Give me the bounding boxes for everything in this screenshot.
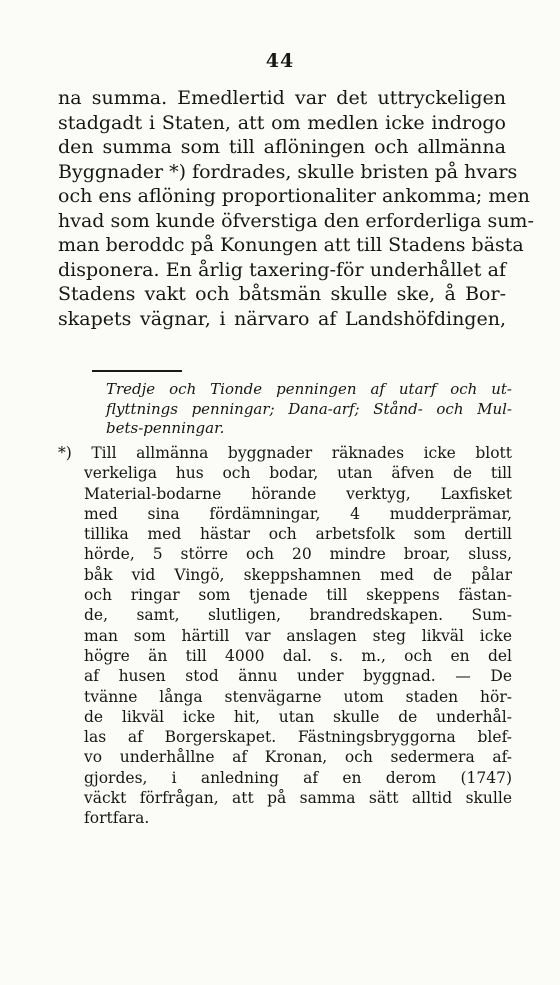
main-text-line: stadgadt i Staten, att om medlen icke indrogo [58, 111, 506, 134]
main-text-line: man beroddc på Konungen att till Stadens bästa [58, 234, 524, 256]
footnote-line: Material-bodarne hörande verktyg, Laxfisket [84, 484, 512, 503]
footnote-continuation [106, 380, 512, 439]
footnote [58, 443, 512, 829]
footnote-line: tillika med hästar och arbetsfolk som dertill [84, 525, 512, 544]
footnote-continuation-line: flyttnings penningar; Dana-arf; Stånd- och Mul- [106, 399, 512, 418]
footnote-line: gjordes, i anledning af en derom (1747) [84, 768, 512, 787]
footnote-divider [92, 370, 182, 372]
footnote-line: vo underhållne af Kronan, och sedermera af- [84, 748, 512, 767]
page-number: 44 [265, 50, 295, 72]
footnote-line: verkeliga hus och bodar, utan äfven de till [84, 464, 512, 483]
footnote-line: *) Till allmänna byggnader räknades icke blott [58, 444, 512, 462]
footnote-line: af husen stod ännu under byggnad. — De [84, 667, 512, 686]
footnote-line: de, samt, slutligen, brandredskapen. Sum- [84, 606, 512, 625]
main-text-line: och ens aflöning proportionaliter ankomma; men [58, 185, 530, 207]
main-text-line: skapets vägnar, i närvaro af Landshöfdingen, [58, 307, 506, 330]
footnote-line: man som härtill var anslagen steg likväl icke [84, 626, 512, 645]
main-text-line: na summa. Emedlertid var det uttryckeligen [58, 87, 506, 109]
footnote-line: väckt förfrågan, att på samma sätt alltid skulle [84, 789, 512, 808]
footnote-line: högre än till 4000 dal. s. m., och en del [84, 646, 512, 665]
footnote-line: båk vid Vingö, skeppshamnen med de pålar [84, 565, 512, 584]
footnote-line: las af Borgerskapet. Fästningsbryggorna blef- [84, 728, 512, 747]
footnote-line: de likväl icke hit, utan skulle de underhål- [84, 707, 512, 726]
main-text-line: Byggnader *) fordrades, skulle bristen på hvars [58, 160, 518, 183]
main-text-line: disponera. En årlig taxering-för underhållet af [58, 258, 506, 281]
footnote-line: fortfara. [84, 809, 150, 828]
main-text-line: hvad som kunde öfverstiga den erforderliga sum- [58, 209, 534, 232]
footnote-line: tvänne långa stenvägarne utom staden hör- [84, 687, 512, 706]
footnote-line: och ringar som tjenade till skeppens fästan- [84, 586, 512, 605]
footnote-line: med sina fördämningar, 4 mudderprämar, [84, 504, 512, 523]
footnote-line: hörde, 5 större och 20 mindre broar, sluss, [84, 545, 512, 564]
main-text-block [58, 86, 534, 331]
main-text-line: den summa som till aflöningen och allmänna [58, 136, 506, 158]
footnote-continuation-line: bets-penningar. [106, 419, 225, 437]
footnote-continuation-line: Tredje och Tionde penningen af utarf och ut- [106, 380, 512, 398]
main-text-line: Stadens vakt och båtsmän skulle ske, å Bor- [58, 283, 506, 305]
